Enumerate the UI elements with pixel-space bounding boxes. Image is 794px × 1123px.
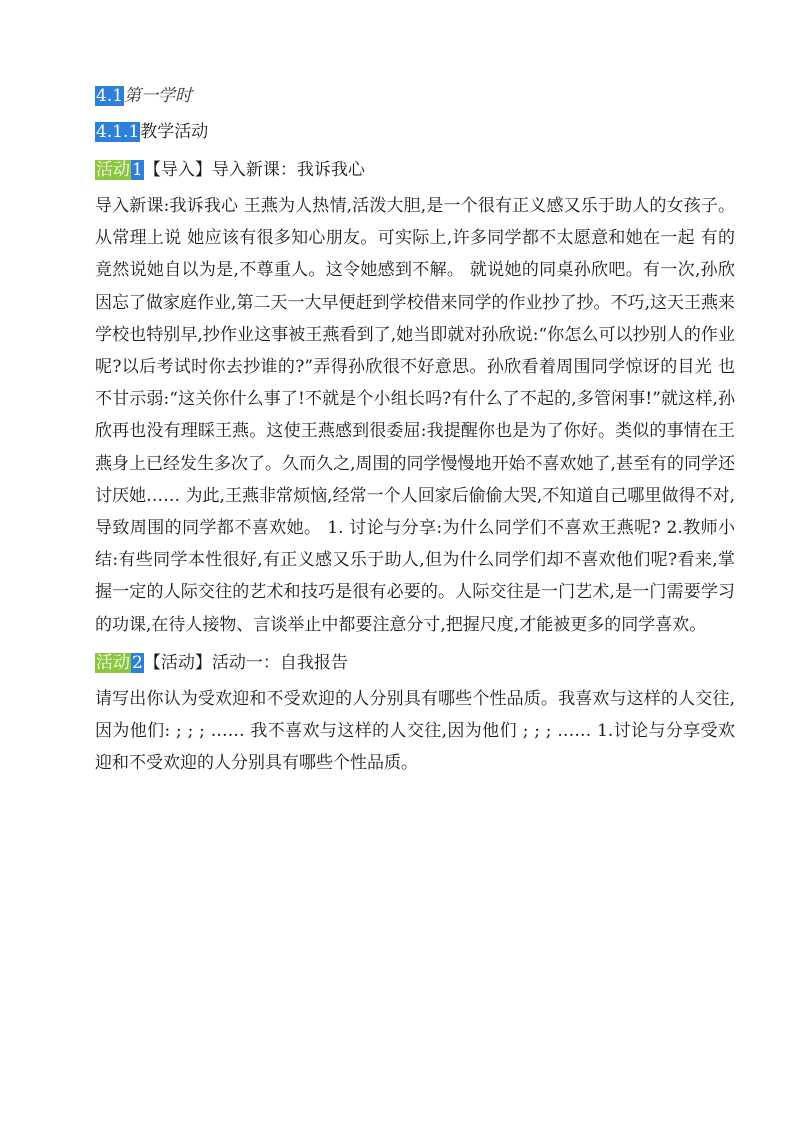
activity-label: 活动: [96, 160, 130, 180]
activity-number: 1: [132, 160, 143, 180]
section-title: 教学活动: [140, 122, 209, 142]
section-heading-4-1: [95, 84, 735, 108]
section-heading-4-1-1: [95, 120, 735, 144]
section-number: 4.1.1: [96, 122, 140, 142]
activity-1-heading: [95, 158, 735, 182]
activity-number: 2: [132, 652, 143, 673]
activity-title: 【导入】导入新课：我诉我心: [143, 160, 365, 180]
activity-title: 【活动】活动一：自我报告: [143, 652, 348, 673]
activity-2-heading: [95, 651, 735, 675]
activity-label: 活动: [96, 652, 130, 673]
activity-1-body: 导入新课:我诉我心 王燕为人热情,活泼大胆,是一个很有正义感又乐于助人的女孩子。从常理上说 她应该有很多知心朋友。可实际上,许多同学都不太愿意和她在一起 有的竟然说她自以为是,不尊重人。这令她感到不解。 就说她的同桌孙欣吧。有一次,孙欣因忘了做家庭作业,第二天一大早便赶到学校借来同学的作业抄了抄。不巧,这天王燕来学校也特别早,抄作业这事被王燕看到了,她当即就对孙欣说:“你怎么可以抄别人的作业呢?以后考试时你去抄谁的?”弄得孙欣很不好意思。孙欣看着周围同学惊讶的目光 也不甘示弱:“这关你什么事了!不就是个小组长吗?有什么了不起的,多管闲事!”就这样,孙欣再也没有理睬王燕。这使王燕感到很委屈:我提醒你也是为了你好。类似的事情在王燕身上已经发生多次了。久而久之,周围的同学慢慢地开始不喜欢她了,甚至有的同学还讨厌她…… 为此,王燕非常烦恼,经常一个人回家后偷偷大哭,不知道自己哪里做得不对,导致周围的同学都不喜欢她。 1. 讨论与分享:为什么同学们不喜欢王燕呢? 2.教师小结:有些同学本性很好,有正义感又乐于助人,但为什么同学们却不喜欢他们呢?看来,掌握一定的人际交往的艺术和技巧是很有必要的。人际交往是一门艺术,是一门需要学习的功课,在待人接物、言谈举止中都要注意分寸,把握尺度,才能被更多的同学喜欢。: [95, 196, 735, 635]
section-title: 第一学时: [124, 86, 193, 106]
section-number: 4.1: [96, 86, 124, 106]
document-page: [95, 84, 735, 779]
activity-2-body: 请写出你认为受欢迎和不受欢迎的人分别具有哪些个性品质。我喜欢与这样的人交往,因为他们: ; ; ; …… 我不喜欢与这样的人交往,因为他们 ; ; ; …… 1.讨论与分享受欢迎和不受欢迎的人分别具有哪些个性品质。: [95, 688, 735, 774]
